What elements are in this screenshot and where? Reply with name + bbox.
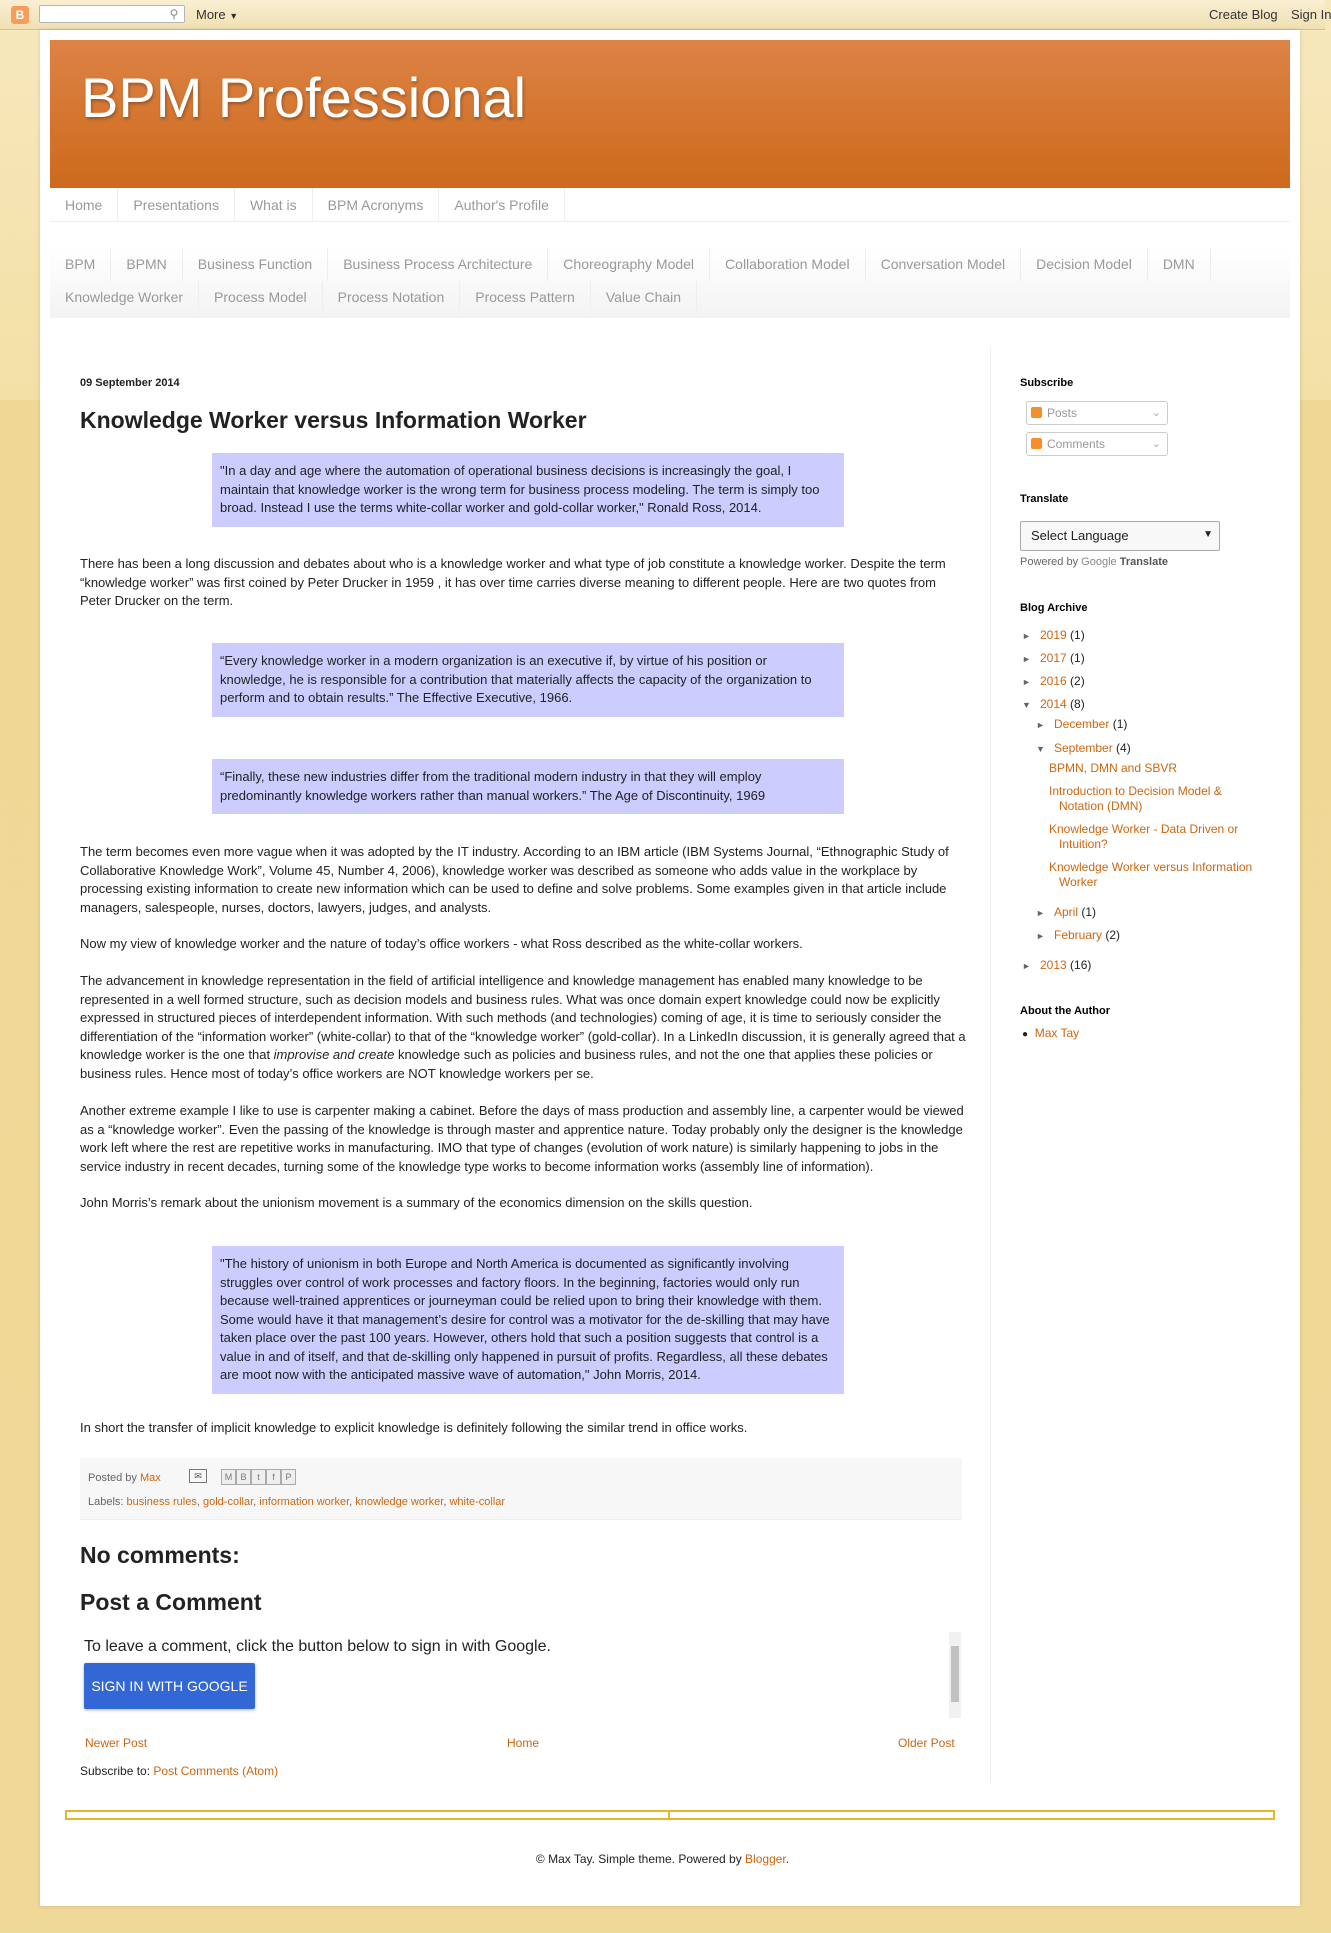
archive-post-link[interactable]: Knowledge Worker versus Information Worker <box>1049 860 1253 889</box>
expand-arrow-icon[interactable]: ► <box>1022 654 1031 664</box>
paragraph: John Morris’s remark about the unionism movement is a summary of the economics dimension on the skills question. <box>80 1195 753 1210</box>
twitter-share-icon[interactable]: t <box>251 1469 266 1485</box>
translate-link[interactable]: Translate <box>1119 556 1169 568</box>
chevron-down-icon: ▼ <box>1203 529 1213 540</box>
expand-arrow-icon[interactable]: ► <box>1022 961 1031 971</box>
more-menu-button[interactable]: More ▼ <box>196 7 239 22</box>
label-tab[interactable]: Decision Model <box>1021 248 1148 281</box>
pages-tabs <box>50 188 1290 222</box>
label-tab[interactable]: Process Model <box>199 281 323 314</box>
subscribe-comments-dropdown[interactable]: Comments ⌄ <box>1026 432 1168 456</box>
comment-form <box>80 1632 960 1722</box>
paragraph: The term becomes even more vague when it was adopted by the IT industry. According to an IBM article (IBM Systems Journal, “Ethnographic Study of Collaborative Knowledge Work”, Volume 45, Number 4, 2006), knowledge worker was described as someone who adds value in the workplace by processing existing information to create new information which can be used to define and solve problems. Some examples given in that article include managers, salespeople, nurses, doctors, lawyers, judges, and analysts. <box>80 844 949 915</box>
content-outer <box>40 30 1300 1906</box>
collapse-arrow-icon[interactable]: ▼ <box>1022 700 1031 710</box>
home-link[interactable]: Home <box>507 1736 540 1750</box>
archive-month-december[interactable]: ► December (1) <box>1036 717 1128 731</box>
tab-presentations[interactable]: Presentations <box>118 188 235 222</box>
older-post-link[interactable]: Older Post <box>898 1736 955 1750</box>
expand-arrow-icon[interactable]: ► <box>1036 908 1045 918</box>
collapse-arrow-icon[interactable]: ▼ <box>1036 744 1045 754</box>
archive-year-2017[interactable]: ► 2017 (1) <box>1022 651 1085 665</box>
paragraph: The advancement in knowledge representation in the field of artificial intelligence and knowledge management has enabled many knowledge to be represented in a well formed structure, such as decision models and business rules. What was once domain expert knowledge could now be explicitly expressed in structured pieces of interdependent information. With such methods (and technologies) coming of age, it is time to seriously consider the differentiation of the “information worker” (white-collar) to that of the “knowledge worker” (gold-collar). In a LinkedIn discussion, it is generally agreed that a knowledge worker is the one that improvise and create knowledge such as policies and business rules, and not the one that applies these policies or business rules. Hence most of today’s office workers are NOT knowledge workers per se. <box>80 973 966 1081</box>
label-link[interactable]: business rules <box>126 1496 197 1508</box>
about-author-heading: About the Author <box>1020 1005 1111 1017</box>
bullet-icon: ● <box>1022 1029 1029 1040</box>
comment-scrollbar[interactable] <box>949 1632 961 1718</box>
archive-year-2019[interactable]: ► 2019 (1) <box>1022 628 1085 642</box>
blockquote: “Every knowledge worker in a modern organization is an executive if, by virtue of his position or knowledge, he is responsible for a contribution that materially affects the capacity of the organization to perform and to obtain results.” The Effective Executive, 1966. <box>212 643 844 717</box>
expand-arrow-icon[interactable]: ► <box>1036 720 1045 730</box>
label-link[interactable]: knowledge worker <box>355 1496 444 1508</box>
scrollbar-thumb[interactable] <box>951 1646 959 1702</box>
subscribe-heading: Subscribe <box>1020 377 1074 389</box>
tab-bpm-acronyms[interactable]: BPM Acronyms <box>313 188 440 222</box>
emphasis: improvise and create <box>273 1047 395 1062</box>
label-tab[interactable]: Process Pattern <box>460 281 591 314</box>
post-labels: Labels: business rules, gold-collar, information worker, knowledge worker, white-collar <box>88 1496 506 1508</box>
archive-month-february[interactable]: ► February (2) <box>1036 928 1121 942</box>
blockquote: “Finally, these new industries differ from the traditional modern industry in that they will employ predominantly knowledge workers rather than manual workers.” The Age of Discontinuity, 1969 <box>212 759 844 814</box>
translate-heading: Translate <box>1020 493 1069 505</box>
author-link[interactable]: Max <box>139 1472 161 1484</box>
caret-down-icon: ▼ <box>229 11 239 21</box>
author-name-link[interactable]: Max Tay <box>1034 1026 1080 1040</box>
rss-icon <box>1031 407 1042 418</box>
blog-header <box>50 40 1290 188</box>
label-link[interactable]: white-collar <box>449 1496 506 1508</box>
navbar-search-input[interactable] <box>39 5 185 23</box>
subscribe-line: Subscribe to: Post Comments (Atom) <box>80 1764 279 1778</box>
paragraph: Another extreme example I like to use is carpenter making a cabinet. Before the days of mass production and assembly line, a carpenter would be viewed as a “knowledge worker”. Even the passing of the knowledge is through master and apprentice nature. Today probably only the designer is the knowledge work left where the rest are repetitive works in manufacturing. IMO that type of changes (evolution of work nature) is similarly happening to jobs in the service industry in recent decades, turning some of the knowledge type works to become information works (assembly line of information). <box>80 1103 964 1174</box>
blogger-link[interactable]: Blogger <box>745 1852 786 1866</box>
footer-divider-rule <box>65 1818 1275 1820</box>
tab-home[interactable]: Home <box>50 188 118 222</box>
label-tab[interactable]: BPMN <box>111 248 182 281</box>
label-tabs <box>50 248 1290 318</box>
label-tab[interactable]: Value Chain <box>591 281 697 314</box>
label-tab[interactable]: Business Process Architecture <box>328 248 548 281</box>
blog-title[interactable]: BPM Professional <box>81 66 527 129</box>
blockquote: "In a day and age where the automation of operational business decisions is increasingly the goal, I maintain that knowledge worker is the wrong term for business process modeling. The term is simply too broad. Instead I use the terms white-collar worker and gold-collar worker," Ronald Ross, 2014. <box>212 453 844 527</box>
post-comment-heading: Post a Comment <box>80 1589 262 1615</box>
blogger-logo-icon[interactable]: B <box>11 6 29 24</box>
label-tab[interactable]: DMN <box>1148 248 1211 281</box>
email-share-icon[interactable]: M <box>221 1469 236 1485</box>
label-tab[interactable]: Business Function <box>183 248 328 281</box>
archive-year-2014[interactable]: ▼ 2014 (8) <box>1022 697 1085 711</box>
label-tab[interactable]: BPM <box>50 248 111 281</box>
sign-in-link[interactable]: Sign In <box>1291 7 1331 22</box>
archive-post-link[interactable]: BPMN, DMN and SBVR <box>1049 761 1178 775</box>
chevron-down-icon: ⌄ <box>1151 438 1161 450</box>
create-blog-link[interactable]: Create Blog <box>1209 7 1278 22</box>
column-divider <box>990 347 991 1782</box>
chevron-down-icon: ⌄ <box>1151 407 1161 419</box>
label-tab[interactable]: Process Notation <box>323 281 461 314</box>
post-footer <box>80 1458 962 1520</box>
blogger-navbar <box>0 0 1331 30</box>
rss-icon <box>1031 438 1042 449</box>
facebook-share-icon[interactable]: f <box>266 1469 281 1485</box>
tab-what-is[interactable]: What is <box>235 188 313 222</box>
post-author: Posted by Max <box>88 1472 161 1484</box>
search-icon[interactable]: ⚲ <box>169 7 179 21</box>
archive-year-2016[interactable]: ► 2016 (2) <box>1022 674 1085 688</box>
label-link[interactable]: gold-collar <box>203 1496 254 1508</box>
post-date: 09 September 2014 <box>80 377 180 389</box>
blogthis-share-icon[interactable]: B <box>236 1469 251 1485</box>
newer-post-link[interactable]: Newer Post <box>85 1736 148 1750</box>
blockquote: "The history of unionism in both Europe and North America is documented as significantly involving struggles over control of work processes and factory floors. In the beginning, factories would only run because well-trained apprentices or journeyman could be relied upon to bring their knowledge with them. Some would have it that management’s desire for control was a motivator for the de-skilling that may have taken place over the past 100 years. However, others hold that such a position suggests that control is a value in and of itself, and that de-skilling only happened in pursuit of profits. Regardless, all these debates are moot now with the anticipated massive wave of automation," John Morris, 2014. <box>212 1246 844 1394</box>
paragraph: In short the transfer of implicit knowledge to explicit knowledge is definitely following the similar trend in office works. <box>80 1420 748 1435</box>
label-tab[interactable]: Conversation Model <box>866 248 1022 281</box>
label-tab[interactable]: Knowledge Worker <box>50 281 199 314</box>
paragraph: Now my view of knowledge worker and the nature of today’s office workers - what Ross described as the white-collar workers. <box>80 936 803 951</box>
label-link[interactable]: information worker <box>259 1496 350 1508</box>
pinterest-share-icon[interactable]: P <box>281 1469 296 1485</box>
powered-by-google: Powered by Google Translate <box>1020 556 1169 568</box>
post-title: Knowledge Worker versus Information Worker <box>80 407 587 433</box>
archive-post-link[interactable]: Knowledge Worker - Data Driven or Intuition? <box>1049 822 1239 851</box>
archive-month-april[interactable]: ► April (1) <box>1036 905 1097 919</box>
archive-month-september[interactable]: ▼ September (4) <box>1036 741 1131 755</box>
label-tab[interactable]: Choreography Model <box>548 248 710 281</box>
post-comments-atom-link[interactable]: Post Comments (Atom) <box>153 1764 279 1778</box>
footer-divider-tick <box>668 1810 670 1819</box>
label-tab[interactable]: Collaboration Model <box>710 248 866 281</box>
comment-prompt: To leave a comment, click the button below to sign in with Google. <box>84 1638 551 1655</box>
archive-year-2013[interactable]: ► 2013 (16) <box>1022 958 1092 972</box>
google-logo[interactable]: Google <box>1081 556 1117 568</box>
attribution: © Max Tay. Simple theme. Powered by Blogger. <box>535 1852 790 1866</box>
archive-post-link[interactable]: Introduction to Decision Model & Notation (DMN) <box>1049 784 1222 813</box>
author-list-item <box>1020 1026 1079 1040</box>
email-post-icon[interactable]: ✉ <box>189 1469 207 1483</box>
blog-archive-heading: Blog Archive <box>1020 602 1088 614</box>
tab-authors-profile[interactable]: Author's Profile <box>439 188 565 222</box>
subscribe-posts-dropdown[interactable]: Posts ⌄ <box>1026 401 1168 425</box>
language-select[interactable]: Select Language ▼ <box>1020 521 1220 551</box>
expand-arrow-icon[interactable]: ► <box>1036 931 1045 941</box>
expand-arrow-icon[interactable]: ► <box>1022 631 1031 641</box>
sign-in-with-google-button[interactable]: SIGN IN WITH GOOGLE <box>84 1663 255 1709</box>
comments-heading: No comments: <box>80 1542 240 1568</box>
paragraph: There has been a long discussion and debates about who is a knowledge worker and what type of job constitute a knowledge worker. Despite the term “knowledge worker” was first coined by Peter Drucker in 1959 , it has over time carries diverse meaning to different people. Here are two quotes from Peter Drucker on the term. <box>80 556 946 608</box>
expand-arrow-icon[interactable]: ► <box>1022 677 1031 687</box>
